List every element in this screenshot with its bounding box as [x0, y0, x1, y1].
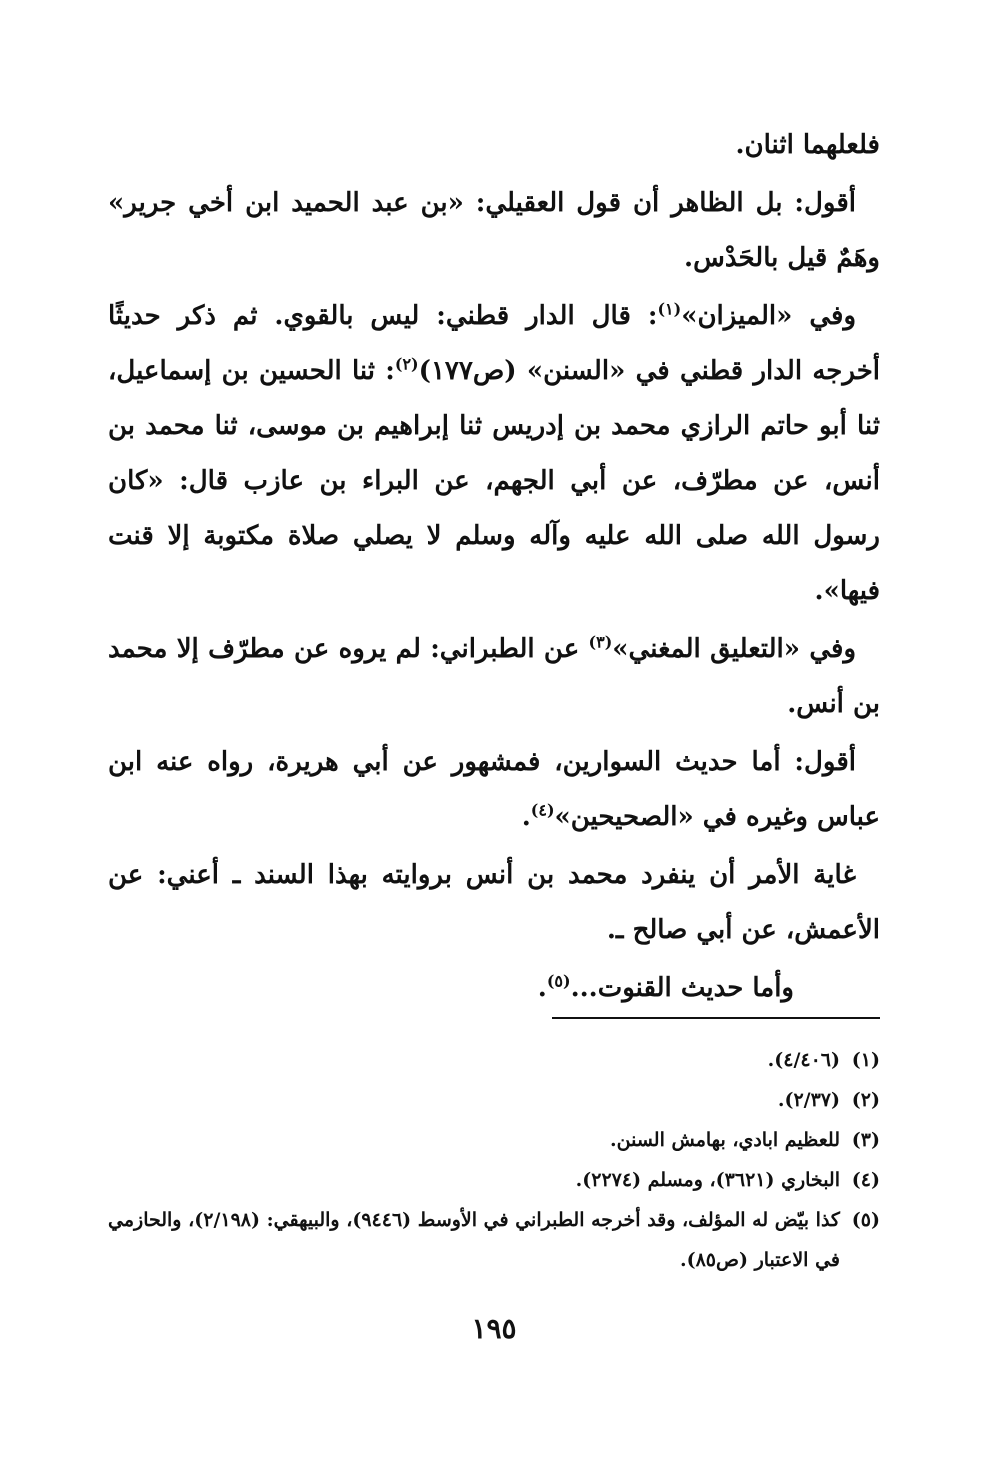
footnote-ref-1[interactable]: (١) — [657, 299, 682, 319]
paragraph-3-text-a: وفي «الميزان» — [681, 301, 856, 331]
footnote-3 — [108, 1120, 880, 1160]
paragraph-3-text-b: : قال الدار قطني: ليس بالقوي. ثم ذكر حديثًا أخرجه الدار قطني في «السنن» (ص١٧٧) — [108, 301, 880, 386]
footnote-ref-2[interactable]: (٢) — [394, 354, 419, 374]
footnote-5 — [108, 1200, 880, 1280]
paragraph-5-text-b: . — [521, 802, 531, 832]
paragraph-7 — [108, 961, 880, 1016]
footnote-text: (٢/٣٧). — [777, 1089, 840, 1111]
paragraph-1-text: فلعلهما اثنان. — [735, 130, 880, 160]
paragraph-7-text-b: . — [537, 973, 547, 1003]
paragraph-5 — [108, 735, 880, 845]
footnote-text: البخاري (٣٦٢١)، ومسلم (٢٢٧٤). — [575, 1169, 840, 1191]
footnote-text: للعظيم ابادي، بهامش السنن. — [610, 1129, 840, 1151]
footnote-4 — [108, 1160, 880, 1200]
paragraph-6-text: غاية الأمر أن ينفرد محمد بن أنس بروايته بهذا السند ـ أعني: عن الأعمش، عن أبي صالح ـ. — [108, 860, 880, 945]
footnote-text: (٤/٤٠٦). — [767, 1049, 840, 1071]
footnote-number: (٢) — [851, 1089, 880, 1111]
paragraph-7-text-a: وأما حديث القنوت... — [570, 973, 794, 1003]
footnote-number: (١) — [851, 1049, 880, 1071]
paragraph-2 — [108, 176, 880, 286]
footnote-number: (٥) — [851, 1209, 880, 1231]
footnotes — [108, 1040, 880, 1280]
footnote-ref-3[interactable]: (٣) — [588, 632, 613, 652]
page-number: ١٩٥ — [471, 1312, 517, 1345]
footnote-text: كذا بيّض له المؤلف، وقد أخرجه الطبراني في الأوسط (٩٤٤٦)، والبيهقي: (٢/١٩٨)، والحازمي في الاعتبار (ص٨٥). — [108, 1209, 840, 1271]
footnote-1 — [108, 1040, 880, 1080]
paragraph-4-text-b: عن الطبراني: لم يروه عن مطرّف إلا محمد بن أنس. — [108, 634, 880, 719]
footnote-ref-5[interactable]: (٥) — [546, 971, 571, 991]
paragraph-3-text-c: : ثنا الحسين بن إسماعيل، ثنا أبو حاتم الرازي محمد بن إدريس ثنا إبراهيم بن موسى، ثنا محمد بن أنس، عن مطرّف، عن أبي الجهم، عن البراء بن عازب قال: «كان رسول الله صلى الله عليه وآله وسلم لا يصلي صلاة مكتوبة إلا قنت فيها». — [108, 356, 880, 606]
main-text — [108, 118, 880, 1019]
paragraph-1 — [108, 118, 880, 173]
footnote-2 — [108, 1080, 880, 1120]
paragraph-4 — [108, 622, 880, 732]
paragraph-6 — [108, 848, 880, 958]
footnote-number: (٣) — [851, 1129, 880, 1151]
paragraph-4-text-a: وفي «التعليق المغني» — [612, 634, 856, 664]
paragraph-3 — [108, 289, 880, 619]
footnote-number: (٤) — [851, 1169, 880, 1191]
footnote-ref-4[interactable]: (٤) — [530, 800, 555, 820]
paragraph-2-text: أقول: بل الظاهر أن قول العقيلي: «بن عبد الحميد ابن أخي جرير» وهَمٌ قيل بالحَدْس. — [108, 188, 880, 273]
paragraph-5-text-a: أقول: أما حديث السوارين، فمشهور عن أبي هريرة، رواه عنه ابن عباس وغيره في «الصحيحين» — [108, 747, 880, 832]
footnote-divider — [552, 1017, 880, 1019]
